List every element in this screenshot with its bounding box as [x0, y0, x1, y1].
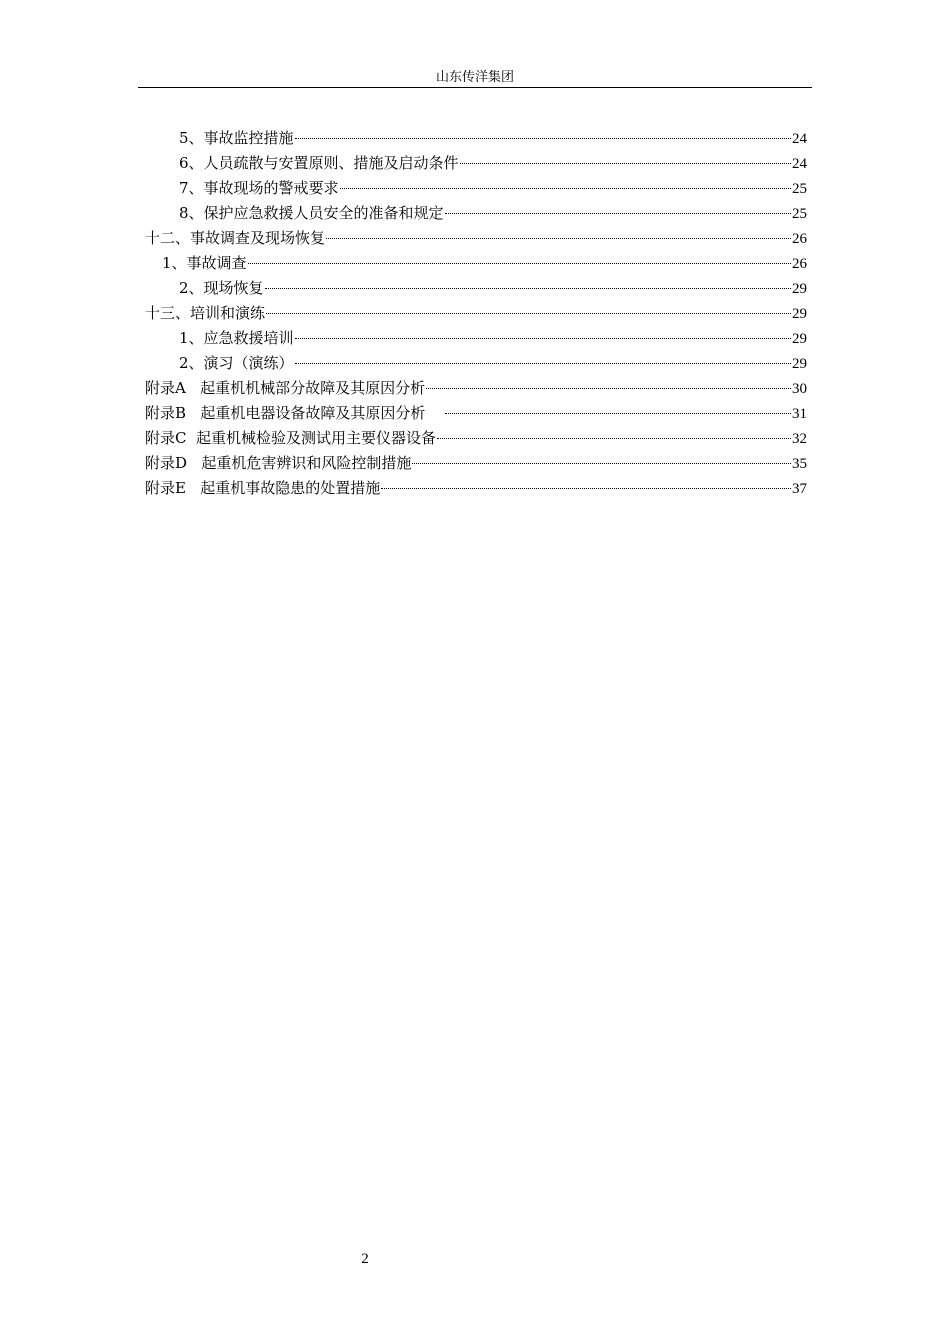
toc-dot-leader [381, 488, 791, 489]
toc-entry-page: 25 [792, 181, 807, 197]
toc-dot-leader [445, 413, 791, 414]
toc-dot-leader [437, 438, 791, 439]
toc-dot-leader [295, 363, 791, 364]
toc-entry-page: 37 [792, 481, 807, 497]
toc-entry[interactable] [145, 276, 807, 301]
toc-entry-label: 1、应急救援培训 [179, 329, 294, 347]
toc-dot-leader [445, 213, 791, 214]
toc-dot-leader [426, 388, 791, 389]
toc-dot-leader [266, 313, 791, 314]
toc-entry-page: 26 [792, 256, 807, 272]
toc-entry-page: 30 [792, 381, 807, 397]
toc-entry[interactable] [145, 226, 807, 251]
toc-entry-page: 24 [792, 156, 807, 172]
toc-entry[interactable] [145, 476, 807, 501]
toc-entry-label: 5、事故监控措施 [179, 129, 294, 147]
toc-entry-label: 附录D 起重机危害辨识和风险控制措施 [145, 454, 412, 472]
toc-entry[interactable] [145, 376, 807, 401]
page-number: 2 [361, 1251, 369, 1267]
toc-entry-page: 35 [792, 456, 807, 472]
toc-entry-page: 25 [792, 206, 807, 222]
toc-entry[interactable] [145, 251, 807, 276]
toc-entry[interactable] [145, 201, 807, 226]
toc-entry-page: 29 [792, 306, 807, 322]
toc-entry-label: 附录C 起重机械检验及测试用主要仪器设备 [145, 429, 437, 447]
toc-entry-label: 附录A 起重机机械部分故障及其原因分析 [145, 379, 426, 397]
header-title: 山东传洋集团 [435, 70, 514, 85]
toc-dot-leader [265, 288, 791, 289]
toc-entry[interactable] [145, 426, 807, 451]
toc-entry[interactable] [145, 401, 807, 426]
toc-dot-leader [248, 263, 791, 264]
toc-entry[interactable] [145, 451, 807, 476]
toc-entry-label: 8、保护应急救援人员安全的准备和规定 [179, 204, 444, 222]
toc-entry[interactable] [145, 176, 807, 201]
toc-entry-page: 29 [792, 281, 807, 297]
toc-entry-label: 附录B 起重机电器设备故障及其原因分析 [145, 404, 445, 422]
toc-dot-leader [295, 338, 791, 339]
toc-dot-leader [460, 163, 791, 164]
toc-entry-page: 24 [792, 131, 807, 147]
toc-dot-leader [340, 188, 791, 189]
toc-entry-page: 29 [792, 356, 807, 372]
toc-entry-label: 十二、事故调查及现场恢复 [145, 229, 326, 247]
toc-entry-page: 32 [792, 431, 807, 447]
toc-entry[interactable] [145, 351, 807, 376]
toc-entry-label: 2、现场恢复 [179, 279, 264, 297]
toc-entry[interactable] [145, 326, 807, 351]
toc-dot-leader [295, 138, 791, 139]
toc-entry-label: 1、事故调查 [162, 254, 247, 272]
toc-dot-leader [412, 463, 791, 464]
toc-entry-label: 十三、培训和演练 [145, 304, 266, 322]
toc-entry-page: 26 [792, 231, 807, 247]
toc-entry-label: 2、演习（演练） [179, 354, 294, 372]
toc-entry-label: 附录E 起重机事故隐患的处置措施 [145, 479, 381, 497]
toc-entry[interactable] [145, 301, 807, 326]
header-rule [138, 87, 812, 88]
toc-entry[interactable] [145, 126, 807, 151]
toc-entry-label: 7、事故现场的警戒要求 [179, 179, 339, 197]
table-of-contents [145, 126, 807, 501]
toc-entry[interactable] [145, 151, 807, 176]
toc-entry-label: 6、人员疏散与安置原则、措施及启动条件 [179, 154, 459, 172]
toc-entry-page: 31 [792, 406, 807, 422]
toc-entry-page: 29 [792, 331, 807, 347]
toc-dot-leader [326, 238, 791, 239]
